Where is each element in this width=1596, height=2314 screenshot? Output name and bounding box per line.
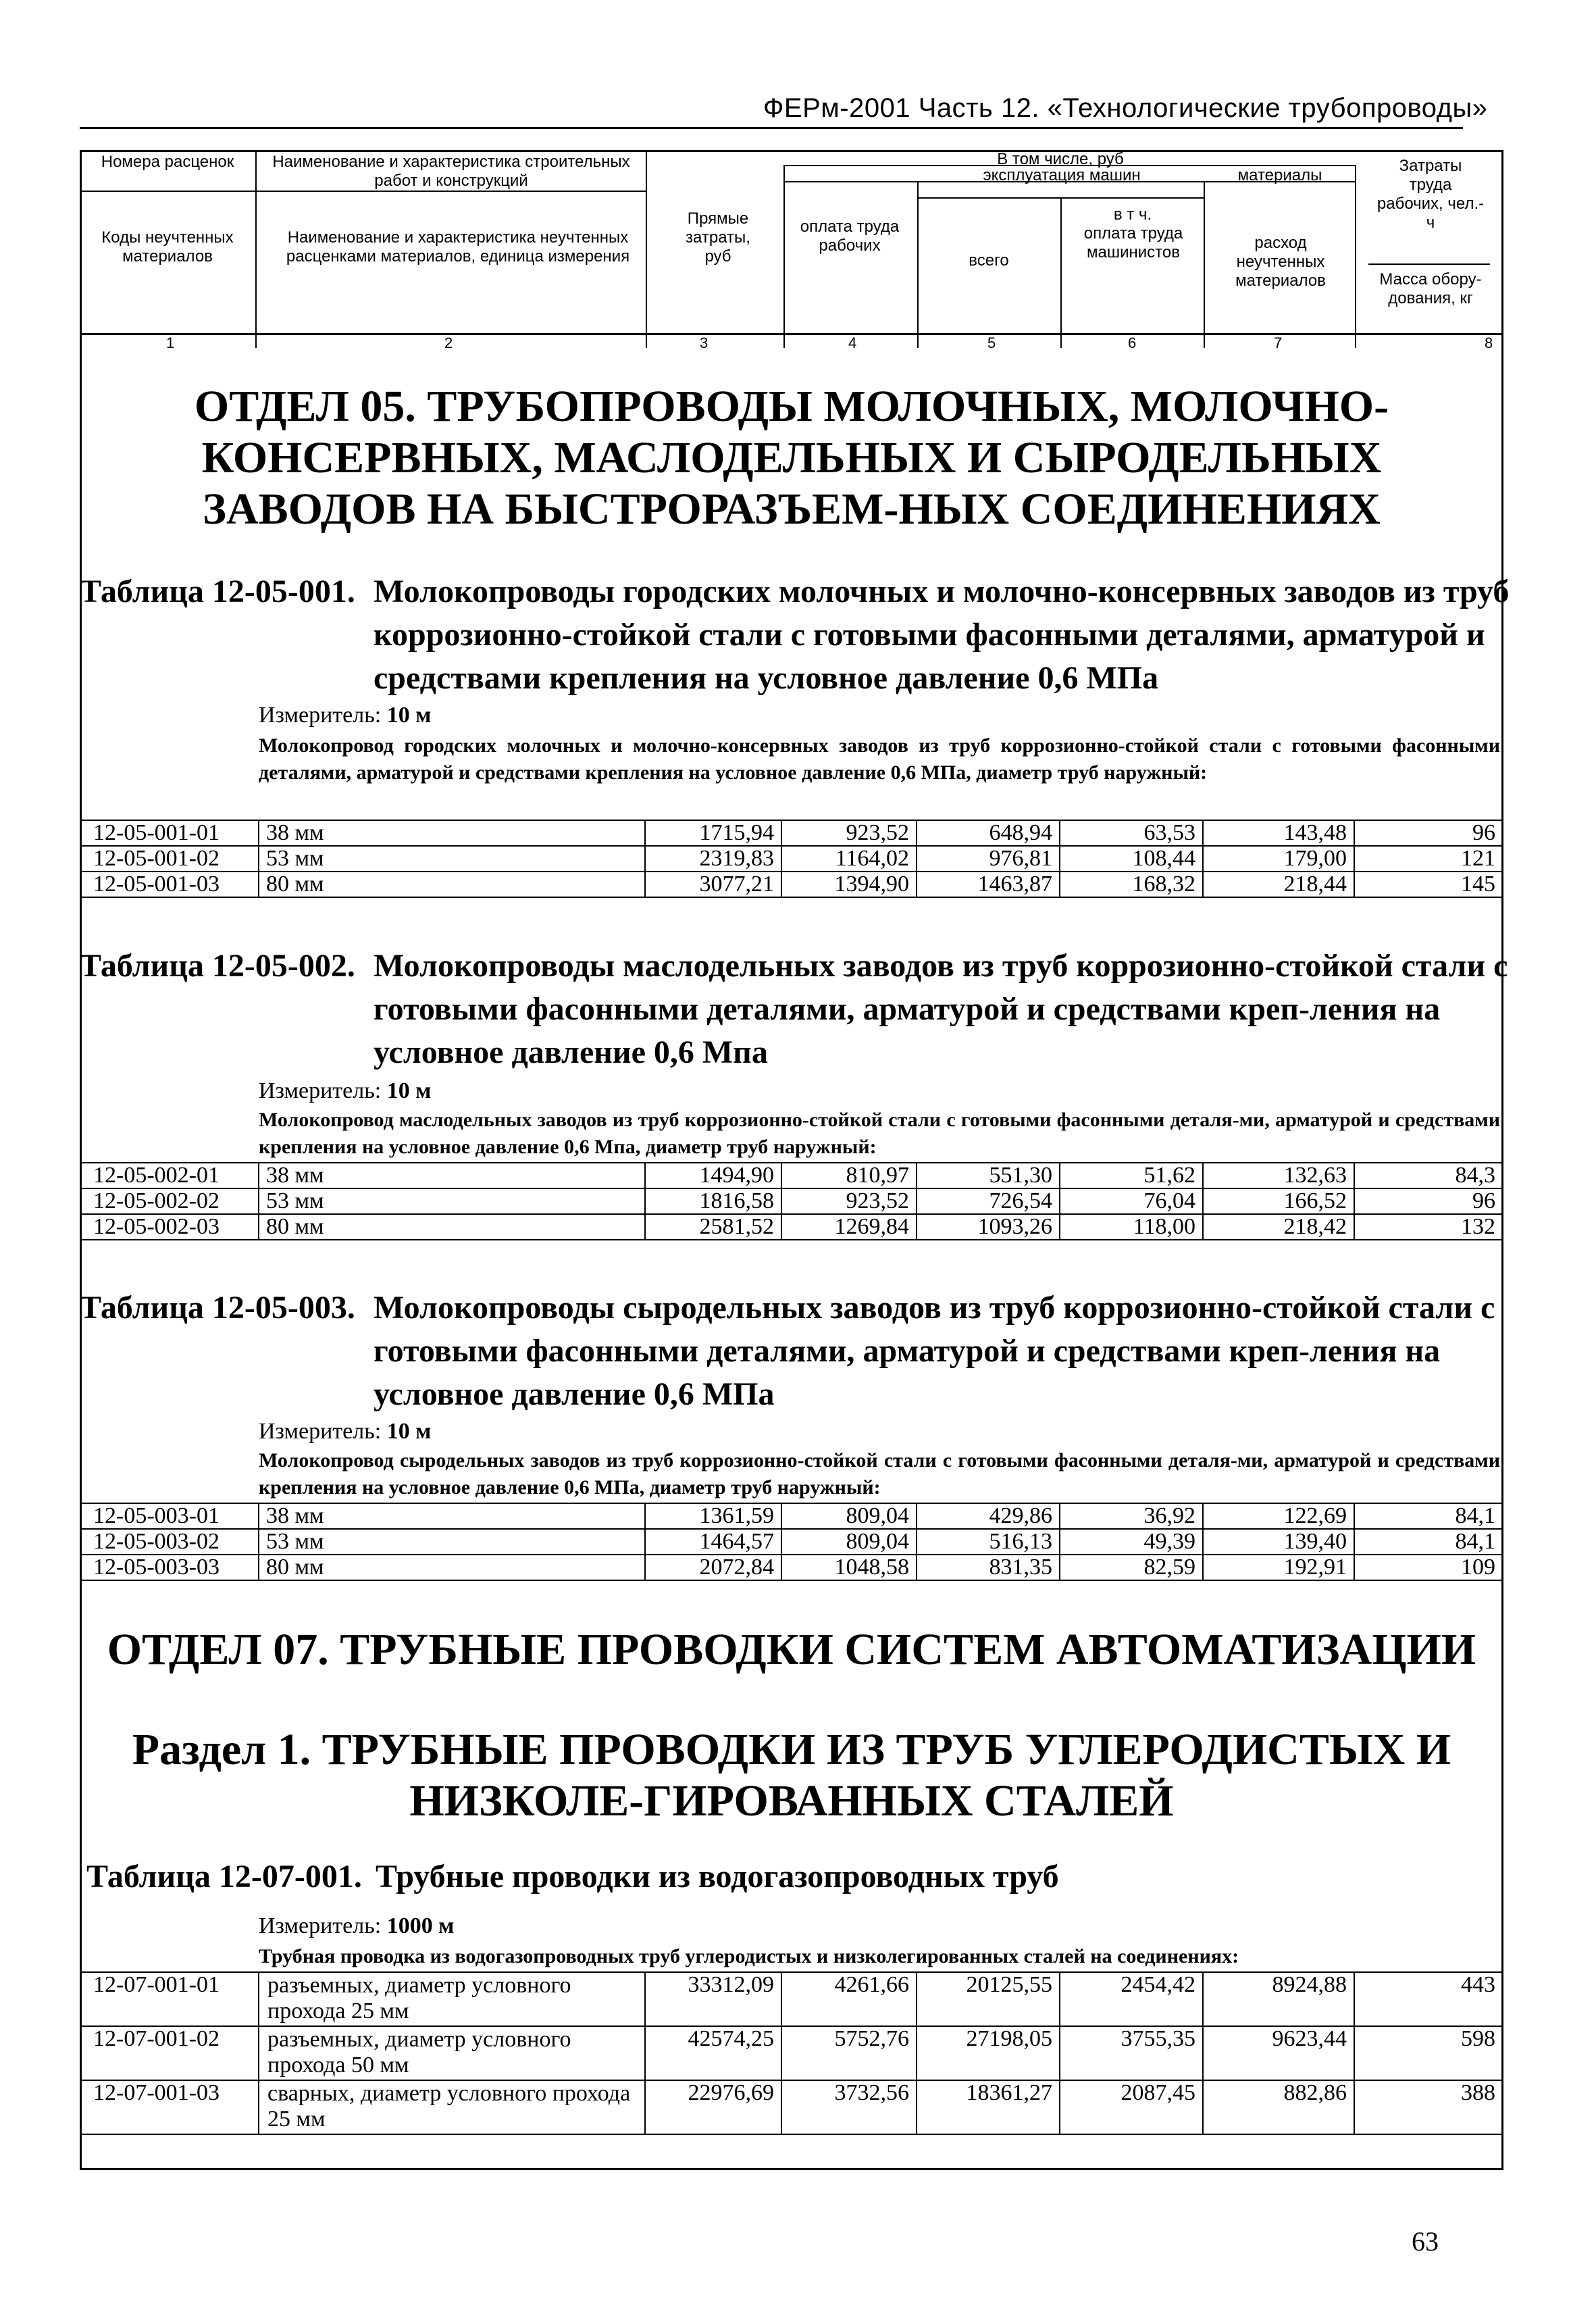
direct-cost: 42574,25 <box>645 2026 781 2080</box>
table-number: Таблица 12-05-002. <box>80 948 355 984</box>
materials-cost: 882,86 <box>1203 2080 1354 2134</box>
operator-pay: 2454,42 <box>1060 1972 1203 2026</box>
rate-code: 12-05-003-02 <box>80 1529 259 1555</box>
hdr-col3: Прямые затраты, руб <box>686 209 750 266</box>
table-row <box>80 1972 1503 2026</box>
rate-name: 53 мм <box>259 1188 645 1214</box>
machines-total: 831,35 <box>917 1555 1060 1580</box>
machines-total: 18361,27 <box>917 2080 1060 2134</box>
table-number: Таблица 12-05-001. <box>80 574 355 609</box>
col-num: 7 <box>1274 334 1283 351</box>
direct-cost: 1715,94 <box>645 820 781 846</box>
rate-table-12-05-003 <box>80 1503 1503 1581</box>
measure-unit: 10 м <box>386 703 432 728</box>
labor-hours: 96 <box>1354 1188 1503 1214</box>
rate-code: 12-07-001-03 <box>80 2080 259 2134</box>
measure-label-text: Измеритель: <box>259 703 382 728</box>
hdr-materials: материалы <box>1237 166 1322 184</box>
rate-name: разъемных, диаметр условного прохода 50 мм <box>259 2026 645 2080</box>
rate-name: 80 мм <box>259 872 645 897</box>
hdr-col2-top: Наименование и характеристика строительных работ и конструкций <box>272 153 630 190</box>
table-row <box>80 872 1503 897</box>
running-header: ФЕРм-2001 Часть 12. «Технологические трубопроводы» <box>763 93 1488 123</box>
materials-cost: 8924,88 <box>1203 1972 1354 2026</box>
col-num: 3 <box>700 334 709 351</box>
measure-label <box>259 703 431 728</box>
materials-cost: 122,69 <box>1203 1503 1354 1529</box>
table-number: Таблица 12-07-001. <box>86 1859 362 1894</box>
operator-pay: 82,59 <box>1060 1555 1203 1580</box>
machines-total: 976,81 <box>917 846 1060 872</box>
table-intro: Молокопровод городских молочных и молочно-консервных заводов из труб коррозионно-стойкой стали с готовыми фасонными деталями, арматурой и средствами крепления на условное давление 0,6 МПа, диаметр труб наружный: <box>259 734 1500 784</box>
direct-cost: 2581,52 <box>645 1214 781 1240</box>
direct-cost: 2319,83 <box>645 846 781 872</box>
section-05-title: ОТДЕЛ 05. ТРУБОПРОВОДЫ МОЛОЧНЫХ, МОЛОЧНО-КОНСЕРВНЫХ, МАСЛОДЕЛЬНЫХ И СЫРОДЕЛЬНЫХ ЗАВОДОВ НА БЫСТРОРАЗЪЕМ-НЫХ СОЕДИНЕНИЯХ <box>194 382 1389 534</box>
hdr-col1-top: Номера расценок <box>101 153 234 171</box>
rate-table-12-05-002 <box>80 1162 1503 1240</box>
labor-hours: 145 <box>1354 872 1503 897</box>
labor-hours: 109 <box>1354 1555 1503 1580</box>
table-caption: Молокопроводы сыродельных заводов из труб коррозионно-стойкой стали с готовыми фасонными деталями, арматурой и средствами креп-ления на условное давление 0,6 МПа <box>374 1290 1495 1412</box>
col-num: 5 <box>987 334 996 351</box>
rate-name: 38 мм <box>259 820 645 846</box>
materials-cost: 179,00 <box>1203 846 1354 872</box>
table-row <box>80 2026 1503 2080</box>
labor-hours: 96 <box>1354 820 1503 846</box>
labor-pay: 923,52 <box>781 820 917 846</box>
hdr-col2-bottom: Наименование и характеристика неучтенных расценками материалов, единица измерения <box>286 228 630 266</box>
operator-pay: 36,92 <box>1060 1503 1203 1529</box>
direct-cost: 1464,57 <box>645 1529 781 1555</box>
hdr-col8-bottom: Масса обору-дования, кг <box>1379 270 1482 307</box>
table-12-05-002-title <box>80 945 1508 1080</box>
rate-name: 53 мм <box>259 1529 645 1555</box>
operator-pay: 2087,45 <box>1060 2080 1203 2134</box>
labor-pay: 1164,02 <box>781 846 917 872</box>
measure-unit: 10 м <box>386 1078 432 1103</box>
labor-pay: 1269,84 <box>781 1214 917 1240</box>
table-row <box>80 1555 1503 1580</box>
subsection-title: Раздел 1. ТРУБНЫЕ ПРОВОДКИ ИЗ ТРУБ УГЛЕРОДИСТЫХ И НИЗКОЛЕ-ГИРОВАННЫХ СТАЛЕЙ <box>132 1725 1451 1826</box>
rate-name: сварных, диаметр условного прохода 25 мм <box>259 2080 645 2134</box>
col-num: 6 <box>1128 334 1137 351</box>
measure-label-text: Измеритель: <box>259 1078 382 1103</box>
hdr-col5: всего <box>969 251 1009 270</box>
labor-hours: 132 <box>1354 1214 1503 1240</box>
direct-cost: 1494,90 <box>645 1163 781 1188</box>
labor-pay: 1048,58 <box>781 1555 917 1580</box>
rate-code: 12-07-001-01 <box>80 1972 259 2026</box>
measure-label <box>259 1078 431 1104</box>
hdr-machines: эксплуатация машин <box>983 166 1141 184</box>
table-caption: Молокопроводы маслодельных заводов из труб коррозионно-стойкой стали с готовыми фасонными деталями, арматурой и средствами креп-ления на условное давление 0,6 Мпа <box>374 948 1508 1070</box>
labor-pay: 923,52 <box>781 1188 917 1214</box>
table-row <box>80 1163 1503 1188</box>
machines-total: 20125,55 <box>917 1972 1060 2026</box>
machines-total: 648,94 <box>917 820 1060 846</box>
labor-pay: 5752,76 <box>781 2026 917 2080</box>
materials-cost: 218,42 <box>1203 1214 1354 1240</box>
rate-name: 80 мм <box>259 1214 645 1240</box>
machines-total: 516,13 <box>917 1529 1060 1555</box>
rate-name: 53 мм <box>259 846 645 872</box>
labor-hours: 84,1 <box>1354 1529 1503 1555</box>
machines-total: 551,30 <box>917 1163 1060 1188</box>
rate-code: 12-05-003-01 <box>80 1503 259 1529</box>
materials-cost: 166,52 <box>1203 1188 1354 1214</box>
labor-pay: 809,04 <box>781 1529 917 1555</box>
col-num: 8 <box>1485 334 1493 351</box>
page-number: 63 <box>1412 2226 1439 2257</box>
table-row <box>80 846 1503 872</box>
materials-cost: 143,48 <box>1203 820 1354 846</box>
labor-pay: 1394,90 <box>781 872 917 897</box>
labor-hours: 121 <box>1354 846 1503 872</box>
column-header <box>80 150 1503 348</box>
operator-pay: 51,62 <box>1060 1163 1203 1188</box>
table-12-05-001-title <box>80 570 1510 705</box>
materials-cost: 132,63 <box>1203 1163 1354 1188</box>
operator-pay: 108,44 <box>1060 846 1203 872</box>
labor-hours: 388 <box>1354 2080 1503 2134</box>
hdr-col4: оплата труда рабочих <box>800 218 900 255</box>
operator-pay: 49,39 <box>1060 1529 1203 1555</box>
machines-total: 1093,26 <box>917 1214 1060 1240</box>
rate-name: 80 мм <box>259 1555 645 1580</box>
direct-cost: 22976,69 <box>645 2080 781 2134</box>
rate-table-12-07-001 <box>80 1971 1503 2135</box>
table-row <box>80 1503 1503 1529</box>
direct-cost: 33312,09 <box>645 1972 781 2026</box>
rate-name: 38 мм <box>259 1503 645 1529</box>
table-caption: Молокопроводы городских молочных и молочно-консервных заводов из труб коррозионно-стойкой стали с готовыми фасонными деталями, арматурой и средствами крепления на условное давление 0,6 МПа <box>374 574 1510 696</box>
labor-pay: 810,97 <box>781 1163 917 1188</box>
col-num: 2 <box>444 334 453 351</box>
section-07-title: ОТДЕЛ 07. ТРУБНЫЕ ПРОВОДКИ СИСТЕМ АВТОМАТИЗАЦИИ <box>107 1625 1476 1674</box>
machines-total: 726,54 <box>917 1188 1060 1214</box>
machines-total: 1463,87 <box>917 872 1060 897</box>
labor-hours: 443 <box>1354 1972 1503 2026</box>
table-row <box>80 1214 1503 1240</box>
rate-code: 12-07-001-02 <box>80 2026 259 2080</box>
measure-unit: 1000 м <box>386 1913 455 1938</box>
hdr-incl: В том числе, руб <box>997 150 1124 168</box>
rate-table-12-05-001 <box>80 820 1503 898</box>
column-numbers <box>80 334 1503 349</box>
materials-cost: 9623,44 <box>1203 2026 1354 2080</box>
direct-cost: 3077,21 <box>645 872 781 897</box>
measure-label <box>259 1419 431 1444</box>
rate-code: 12-05-001-03 <box>80 872 259 897</box>
rate-name: 38 мм <box>259 1163 645 1188</box>
table-12-05-003-title <box>80 1286 1503 1422</box>
materials-cost: 139,40 <box>1203 1529 1354 1555</box>
hdr-col6b: оплата труда машинистов <box>1083 224 1183 261</box>
table-intro: Молокопровод маслодельных заводов из труб коррозионно-стойкой стали с готовыми фасонными деталя-ми, арматурой и средствами крепления на условное давление 0,6 Мпа, диаметр труб наружный: <box>259 1109 1500 1158</box>
table-intro: Молокопровод сыродельных заводов из труб коррозионно-стойкой стали с готовыми фасонными деталя-ми, арматурой и средствами крепления на условное давление 0,6 МПа, диаметр труб наружный: <box>259 1449 1500 1499</box>
col-num: 4 <box>848 334 857 351</box>
table-row <box>80 1188 1503 1214</box>
hdr-col1-bottom: Коды неучтенных материалов <box>101 228 234 266</box>
labor-hours: 84,3 <box>1354 1163 1503 1188</box>
operator-pay: 3755,35 <box>1060 2026 1203 2080</box>
direct-cost: 1361,59 <box>645 1503 781 1529</box>
table-caption: Трубные проводки из водогазопроводных труб <box>376 1859 1059 1894</box>
measure-unit: 10 м <box>386 1419 432 1444</box>
col-num: 1 <box>166 334 175 351</box>
labor-pay: 3732,56 <box>781 2080 917 2134</box>
labor-hours: 84,1 <box>1354 1503 1503 1529</box>
machines-total: 429,86 <box>917 1503 1060 1529</box>
table-12-07-001-title <box>86 1855 1503 1903</box>
hdr-col7: расход неучтенных материалов <box>1235 234 1326 290</box>
rate-code: 12-05-001-01 <box>80 820 259 846</box>
rate-code: 12-05-003-03 <box>80 1555 259 1580</box>
hdr-col6a: в т ч. <box>1113 205 1152 224</box>
rate-code: 12-05-002-02 <box>80 1188 259 1214</box>
operator-pay: 63,53 <box>1060 820 1203 846</box>
direct-cost: 1816,58 <box>645 1188 781 1214</box>
machines-total: 27198,05 <box>917 2026 1060 2080</box>
rate-code: 12-05-001-02 <box>80 846 259 872</box>
labor-hours: 598 <box>1354 2026 1503 2080</box>
table-row <box>80 2080 1503 2134</box>
measure-label <box>259 1913 454 1939</box>
measure-label-text: Измеритель: <box>259 1913 382 1938</box>
operator-pay: 118,00 <box>1060 1214 1203 1240</box>
measure-label-text: Измеритель: <box>259 1419 382 1444</box>
table-number: Таблица 12-05-003. <box>80 1290 355 1326</box>
rate-code: 12-05-002-01 <box>80 1163 259 1188</box>
table-intro: Трубная проводка из водогазопроводных труб углеродистых и низколегированных сталей на соединениях: <box>259 1945 1239 1967</box>
operator-pay: 76,04 <box>1060 1188 1203 1214</box>
direct-cost: 2072,84 <box>645 1555 781 1580</box>
materials-cost: 192,91 <box>1203 1555 1354 1580</box>
table-row <box>80 1529 1503 1555</box>
rate-code: 12-05-002-03 <box>80 1214 259 1240</box>
operator-pay: 168,32 <box>1060 872 1203 897</box>
rate-name: разъемных, диаметр условного прохода 25 мм <box>259 1972 645 2026</box>
header-rule <box>80 127 1463 129</box>
table-row <box>80 820 1503 846</box>
hdr-col8-top: Затраты труда рабочих, чел.-ч <box>1376 157 1485 232</box>
labor-pay: 809,04 <box>781 1503 917 1529</box>
labor-pay: 4261,66 <box>781 1972 917 2026</box>
materials-cost: 218,44 <box>1203 872 1354 897</box>
